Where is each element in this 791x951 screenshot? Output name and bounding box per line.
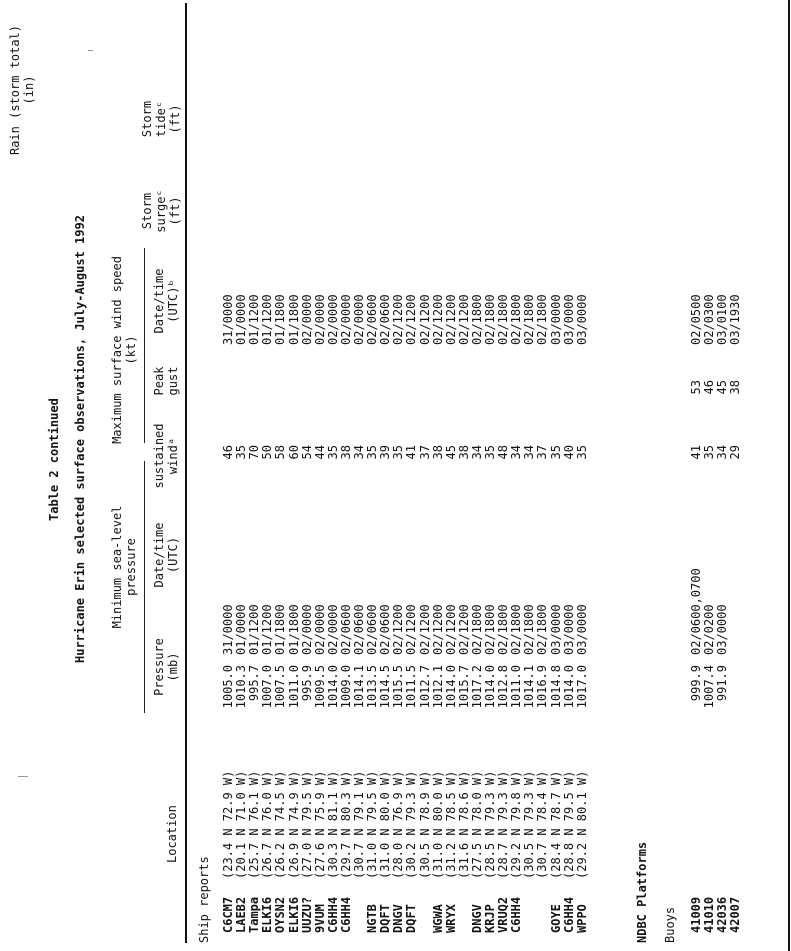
- pressure-time-cell: 02/0600,0700: [689, 568, 703, 655]
- pressure-cell: 1012.1: [430, 665, 445, 709]
- wind-time-cell: 02/1800: [509, 294, 524, 345]
- sustained-wind-cell: 54: [299, 445, 314, 460]
- station-id-cell: C6HH4: [325, 896, 340, 933]
- pressure-time-cell: 02/1200: [430, 604, 445, 655]
- station-id-cell: KRJP: [483, 904, 497, 933]
- wind-time-cell: 01/1800: [273, 294, 288, 345]
- wind-time-cell: 02/1200: [443, 294, 458, 345]
- station-id-cell: UUZU?: [299, 896, 314, 933]
- wind-time-cell: 02/0000: [312, 294, 327, 345]
- position-cell: (26.2 N 74.5 W): [273, 770, 288, 879]
- station-id-cell: C6HH4: [509, 896, 524, 933]
- wind-time-cell: 02/0000: [299, 294, 314, 345]
- pressure-time-cell: 02/0600: [338, 604, 353, 655]
- position-cell: (28.5 N 79.3 W): [483, 770, 497, 879]
- pressure-cell: 1014.0: [561, 665, 576, 709]
- station-id-cell: 42036: [715, 896, 730, 933]
- wind-time-cell: 02/0300: [702, 294, 717, 345]
- sustained-wind-cell: 34: [715, 445, 730, 460]
- wind-time-cell: 02/0000: [352, 294, 366, 345]
- sustained-wind-cell: 35: [325, 445, 340, 460]
- column-header-pressure-time: Date/time (UTC): [152, 522, 180, 588]
- sustained-wind-cell: 35: [702, 445, 717, 460]
- pressure-cell: 1013.5: [365, 665, 380, 709]
- position-cell: (23.4 N 72.9 W): [221, 770, 235, 879]
- pressure-cell: 1007.0: [260, 665, 275, 709]
- pressure-cell: 1014.0: [483, 665, 497, 709]
- pressure-time-cell: 02/1800: [509, 604, 524, 655]
- pressure-time-cell: 02/1200: [404, 604, 419, 655]
- pressure-cell: 1012.7: [417, 665, 432, 709]
- pressure-cell: 1014.0: [325, 665, 340, 709]
- sustained-wind-cell: 34: [522, 445, 537, 460]
- station-id-cell: Tampa: [247, 896, 262, 933]
- position-cell: (30.5 N 78.9 W): [417, 770, 432, 879]
- station-id-cell: ELKI6: [286, 896, 301, 933]
- wind-time-cell: 02/0000: [325, 294, 340, 345]
- header-rule: [185, 3, 187, 943]
- station-id-cell: GOYE: [548, 904, 563, 933]
- wind-time-cell: 02/1200: [404, 294, 419, 345]
- pressure-time-cell: 03/0000: [561, 604, 576, 655]
- position-cell: (25.7 N 76.1 W): [247, 770, 262, 879]
- wind-time-cell: 03/0000: [561, 294, 576, 345]
- wind-time-cell: 02/1800: [483, 294, 497, 345]
- sustained-wind-cell: 35: [548, 445, 563, 460]
- wind-time-cell: 02/1200: [391, 294, 406, 345]
- station-id-cell: 41009: [689, 896, 703, 933]
- pressure-cell: 1015.7: [456, 665, 471, 709]
- group-rule-wind: [144, 248, 145, 443]
- sustained-wind-cell: 37: [417, 445, 432, 460]
- station-id-cell: ELKI6: [260, 896, 275, 933]
- wind-time-cell: 03/0100: [715, 294, 730, 345]
- pressure-time-cell: 02/0600: [365, 604, 380, 655]
- pressure-cell: 1010.3: [234, 665, 249, 709]
- station-id-cell: LAEB2: [234, 896, 249, 933]
- station-id-cell: OYSN2: [273, 896, 288, 933]
- sustained-wind-cell: 58: [273, 445, 288, 460]
- sustained-wind-cell: 34: [352, 445, 366, 460]
- peak-gust-cell: 45: [715, 380, 730, 395]
- pressure-cell: 1017.0: [574, 665, 589, 709]
- pressure-cell: 1007.5: [273, 665, 288, 709]
- peak-gust-cell: 46: [702, 380, 717, 395]
- wind-time-cell: 02/0600: [365, 294, 380, 345]
- pressure-time-cell: 01/1800: [273, 604, 288, 655]
- pressure-time-cell: 02/0000: [312, 604, 327, 655]
- wind-time-cell: 02/1200: [417, 294, 432, 345]
- position-cell: (28.4 N 78.7 W): [548, 770, 563, 879]
- station-id-cell: 9VUM: [312, 904, 327, 933]
- wind-time-cell: 03/1930: [728, 294, 743, 345]
- pressure-time-cell: 01/1200: [247, 604, 262, 655]
- pressure-time-cell: 01/0000: [234, 604, 249, 655]
- position-cell: (28.7 N 79.3 W): [496, 770, 511, 879]
- position-cell: (28.8 N 79.5 W): [561, 770, 576, 879]
- table-caption: Table 2 continued: [47, 398, 61, 521]
- pressure-time-cell: 02/0200: [702, 604, 717, 655]
- peak-gust-cell: 38: [728, 380, 743, 395]
- position-cell: (29.2 N 79.8 W): [509, 770, 524, 879]
- position-cell: (30.3 N 81.1 W): [325, 770, 340, 879]
- column-header-storm-surge: Storm surgeᶜ (ft): [140, 189, 182, 233]
- wind-time-cell: 02/1200: [456, 294, 471, 345]
- group-rule-pressure: [144, 461, 145, 713]
- sustained-wind-cell: 34: [509, 445, 524, 460]
- sustained-wind-cell: 41: [689, 445, 703, 460]
- wind-time-cell: 01/1200: [247, 294, 262, 345]
- station-id-cell: VRUQ2: [496, 896, 511, 933]
- wind-time-cell: 01/1200: [260, 294, 275, 345]
- position-cell: (30.7 N 79.1 W): [352, 770, 366, 879]
- pressure-time-cell: 02/0600: [352, 604, 366, 655]
- peak-gust-cell: 53: [689, 380, 703, 395]
- pressure-cell: 995.9: [299, 665, 314, 702]
- pressure-cell: 995.7: [247, 665, 262, 702]
- sustained-wind-cell: 70: [247, 445, 262, 460]
- pressure-time-cell: 01/1200: [260, 604, 275, 655]
- pressure-cell: 1009.5: [312, 665, 327, 709]
- pressure-cell: 999.9: [689, 665, 703, 702]
- pressure-cell: 1011.0: [286, 665, 301, 709]
- pressure-time-cell: 02/1800: [535, 604, 550, 655]
- pressure-time-cell: 02/0600: [378, 604, 393, 655]
- pressure-cell: 991.9: [715, 665, 730, 702]
- pressure-time-cell: 02/1800: [469, 604, 484, 655]
- sustained-wind-cell: 46: [221, 445, 235, 460]
- column-header-peak-gust: Peak gust: [152, 366, 180, 396]
- scan-mark: [88, 50, 93, 51]
- sustained-wind-cell: 50: [260, 445, 275, 460]
- sustained-wind-cell: 37: [535, 445, 550, 460]
- column-header-storm-tide: Storm tideᶜ (ft): [140, 100, 182, 138]
- position-cell: (27.6 N 75.9 W): [312, 770, 327, 879]
- pressure-cell: 1014.8: [548, 665, 563, 709]
- position-cell: (28.0 N 76.9 W): [391, 770, 406, 879]
- station-id-cell: DNGV: [469, 904, 484, 933]
- column-header-location: Location: [165, 805, 179, 863]
- sustained-wind-cell: 35: [365, 445, 380, 460]
- pressure-cell: 1014.5: [378, 665, 393, 709]
- pressure-time-cell: 02/1800: [483, 604, 497, 655]
- station-id-cell: C6HH4: [338, 896, 353, 933]
- pressure-cell: 1014.1: [352, 665, 366, 709]
- sustained-wind-cell: 35: [234, 445, 249, 460]
- section-ndbc-platforms: NDBC Platforms: [635, 841, 649, 943]
- group-header-wind: Maximum surface wind speed (kt): [110, 256, 138, 444]
- station-id-cell: DQFT: [378, 904, 393, 933]
- position-cell: (29.7 N 80.3 W): [338, 770, 353, 879]
- pressure-cell: 1005.0: [221, 665, 235, 709]
- position-cell: (30.5 N 79.3 W): [522, 770, 537, 879]
- pressure-cell: 1014.0: [443, 665, 458, 709]
- position-cell: (31.0 N 79.5 W): [365, 770, 380, 879]
- pressure-cell: 1014.1: [522, 665, 537, 709]
- pressure-time-cell: 02/1800: [496, 604, 511, 655]
- sustained-wind-cell: 38: [338, 445, 353, 460]
- station-id-cell: C6CM7: [221, 896, 235, 933]
- station-id-cell: 41010: [702, 896, 717, 933]
- position-cell: (31.6 N 78.6 W): [456, 770, 471, 879]
- sustained-wind-cell: 40: [561, 445, 576, 460]
- station-id-cell: DNGV: [391, 904, 406, 933]
- pressure-time-cell: 01/1800: [286, 604, 301, 655]
- wind-time-cell: 03/0000: [574, 294, 589, 345]
- sustained-wind-cell: 60: [286, 445, 301, 460]
- position-cell: (31.0 N 80.0 W): [430, 770, 445, 879]
- pressure-cell: 1016.9: [535, 665, 550, 709]
- column-header-wind-time: Date/time (UTC)ᵇ: [152, 268, 180, 334]
- section-buoys: Buoys: [663, 906, 677, 943]
- sustained-wind-cell: 38: [430, 445, 445, 460]
- wind-time-cell: 01/0000: [234, 294, 249, 345]
- wind-time-cell: 02/1800: [496, 294, 511, 345]
- pressure-cell: 1007.4: [702, 665, 717, 709]
- wind-time-cell: 03/0000: [548, 294, 563, 345]
- position-cell: (30.2 N 79.3 W): [404, 770, 419, 879]
- position-cell: (27.0 N 79.5 W): [299, 770, 314, 879]
- sustained-wind-cell: 41: [404, 445, 419, 460]
- pressure-time-cell: 03/0000: [715, 604, 730, 655]
- pressure-time-cell: 02/0000: [299, 604, 314, 655]
- column-header-rain: Rain (storm total) (in): [8, 24, 36, 156]
- wind-time-cell: 02/0000: [338, 294, 353, 345]
- column-header-pressure: Pressure (mb): [152, 638, 180, 696]
- pressure-cell: 1011.5: [404, 665, 419, 709]
- station-id-cell: DQFT: [404, 904, 419, 933]
- sustained-wind-cell: 38: [456, 445, 471, 460]
- pressure-time-cell: 02/0000: [325, 604, 340, 655]
- sustained-wind-cell: 35: [483, 445, 497, 460]
- sustained-wind-cell: 39: [378, 445, 393, 460]
- position-cell: (26.9 N 74.9 W): [286, 770, 301, 879]
- pressure-time-cell: 31/0000: [221, 604, 235, 655]
- pressure-cell: 1011.0: [509, 665, 524, 709]
- wind-time-cell: 31/0000: [221, 294, 235, 345]
- pressure-time-cell: 02/1200: [391, 604, 406, 655]
- pressure-cell: 1012.8: [496, 665, 511, 709]
- sustained-wind-cell: 35: [391, 445, 406, 460]
- sustained-wind-cell: 48: [496, 445, 511, 460]
- sustained-wind-cell: 34: [469, 445, 484, 460]
- position-cell: (31.0 N 80.0 W): [378, 770, 393, 879]
- position-cell: (30.7 N 78.4 W): [535, 770, 550, 879]
- pressure-time-cell: 02/1200: [456, 604, 471, 655]
- scan-mark: [18, 776, 28, 777]
- section-ship-reports: Ship reports: [197, 856, 211, 943]
- station-id-cell: WGWA: [430, 904, 445, 933]
- position-cell: (20.1 N 71.0 W): [234, 770, 249, 879]
- wind-time-cell: 02/1800: [469, 294, 484, 345]
- position-cell: (31.2 N 78.5 W): [443, 770, 458, 879]
- group-header-pressure: Minimum sea-level pressure: [110, 505, 138, 629]
- station-id-cell: NGTB: [365, 904, 380, 933]
- station-id-cell: WPPO: [574, 904, 589, 933]
- position-cell: (27.5 N 78.0 W): [469, 770, 484, 879]
- station-id-cell: WRYX: [443, 904, 458, 933]
- table-title: Hurricane Erin selected surface observations, July-August 1992: [73, 215, 87, 663]
- station-id-cell: C6HH4: [561, 896, 576, 933]
- position-cell: (26.7 N 76.0 W): [260, 770, 275, 879]
- wind-time-cell: 02/0500: [689, 294, 703, 345]
- station-id-cell: 42007: [728, 896, 743, 933]
- pressure-cell: 1009.0: [338, 665, 353, 709]
- pressure-time-cell: 02/1800: [522, 604, 537, 655]
- wind-time-cell: 02/1200: [430, 294, 445, 345]
- pressure-time-cell: 03/0000: [574, 604, 589, 655]
- pressure-time-cell: 02/1200: [417, 604, 432, 655]
- pressure-cell: 1015.5: [391, 665, 406, 709]
- wind-time-cell: 02/0600: [378, 294, 393, 345]
- wind-time-cell: 02/1800: [535, 294, 550, 345]
- pressure-cell: 1017.2: [469, 665, 484, 709]
- position-cell: (29.2 N 80.1 W): [574, 770, 589, 879]
- column-header-sustained: sustained windᵃ: [152, 423, 180, 489]
- sustained-wind-cell: 29: [728, 445, 743, 460]
- pressure-time-cell: 02/1200: [443, 604, 458, 655]
- sustained-wind-cell: 35: [574, 445, 589, 460]
- pressure-time-cell: 03/0000: [548, 604, 563, 655]
- sustained-wind-cell: 44: [312, 445, 327, 460]
- wind-time-cell: 01/1800: [286, 294, 301, 345]
- wind-time-cell: 02/1800: [522, 294, 537, 345]
- sustained-wind-cell: 45: [443, 445, 458, 460]
